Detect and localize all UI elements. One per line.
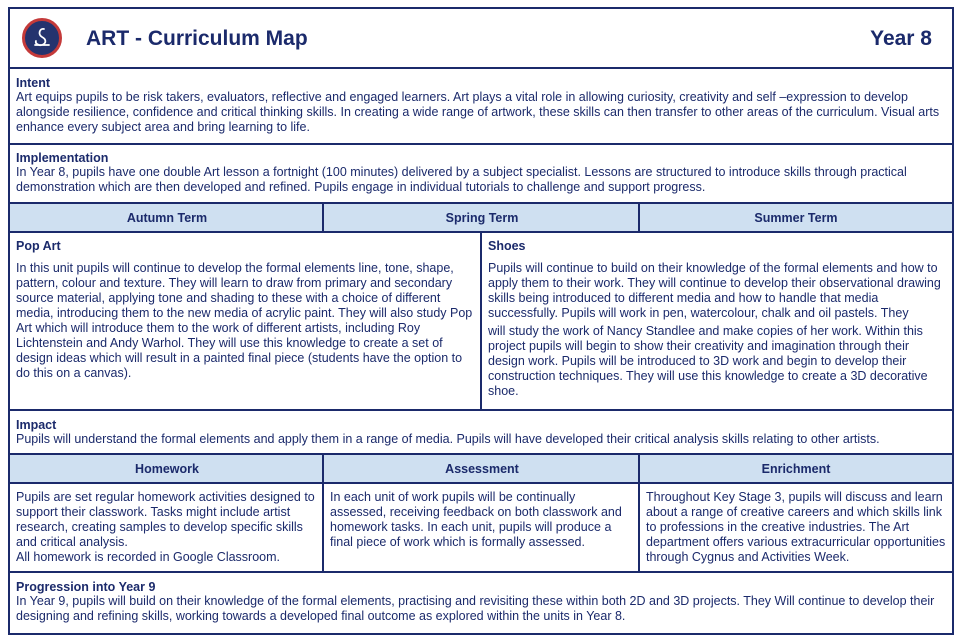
header — [10, 9, 952, 68]
divider — [8, 67, 954, 69]
enrichment-text: Throughout Key Stage 3, pupils will discuss and learn about a range of creative careers and which skills link to professions in the creative industries. The Art department offers various extracurricular opportunities through Cygnus and Activities Week. — [646, 490, 946, 564]
column-divider — [638, 204, 640, 231]
column-divider — [322, 204, 324, 231]
intent-text: Art equips pupils to be risk takers, evaluators, reflective and engaged learners. Art plays a vital role in allowing curiosity, creativity and self –expression to develop alongside resilience, confidence and critical thinking skills. In creating a wide range of artwork, these skills can then transfer to other areas of the curriculum. Visual arts enhance every subject area and bring learning to life. — [16, 90, 940, 134]
unit-title: Pop Art — [16, 239, 61, 253]
implementation-title: Implementation — [16, 151, 109, 165]
terms-header-bar — [10, 204, 952, 231]
impact-text: Pupils will understand the formal elements and apply them in a range of media. Pupils will have developed their critical analysis skills relating to other artists. — [16, 432, 880, 446]
unit-text: will study the work of Nancy Standlee and make copies of her work. Within this project pupils will begin to show their creativity and imagination through their design work. Pupils will be introduced to 3D work and begin to develop their construction techniques. They will use this knowledge to create a 3D decorative shoe. — [488, 324, 928, 398]
assessment-section — [324, 490, 640, 550]
unit-title: Shoes — [488, 239, 526, 253]
progression-text: In Year 9, pupils will build on their knowledge of the formal elements, practising and revisiting these within both 2D and 3D projects. They Will continue to develop their designing and refining skills, working towards a developed final outcome as explored within the units in Year 8. — [16, 594, 935, 623]
impact-section — [10, 418, 952, 447]
intent-title: Intent — [16, 76, 51, 90]
homework-text: Pupils are set regular homework activities designed to support their classwork. Tasks might include artist research, creating samples to develop specific skills and critical analysis. — [16, 490, 315, 549]
school-crest-icon — [22, 18, 62, 58]
intent-section — [10, 76, 952, 135]
unit-pop-art — [10, 239, 480, 381]
extras-header-bar — [10, 455, 952, 482]
enrichment-section — [640, 490, 952, 565]
progression-section — [10, 580, 952, 624]
divider — [8, 143, 954, 145]
homework-header: Homework — [135, 461, 199, 476]
unit-text: In this unit pupils will continue to develop the formal elements line, tone, shape, pattern, colour and texture. They will learn to draw from primary and secondary source material, applying tone and shading to these with a choice of different media, introducing them to the new media of acrylic paint. They will also study Pop Art which will introduce them to the work of different artists, including Roy Lichtenstein and Andy Warhol. They will use this knowledge to create a set of design ideas which will result in a painted final piece (students have the option to do this on a canvas). — [16, 261, 473, 380]
assessment-text: In each unit of work pupils will be continually assessed, receiving feedback on both classwork and homework tasks. In each unit, pupils will produce a final piece of work which is formally assessed. — [330, 490, 622, 549]
implementation-section — [10, 151, 952, 195]
divider — [8, 409, 954, 411]
term-header-autumn: Autumn Term — [126, 210, 208, 225]
unit-shoes — [482, 239, 952, 399]
enrichment-header: Enrichment — [761, 461, 831, 476]
swan-icon — [33, 27, 51, 49]
unit-text: Pupils will continue to build on their knowledge of the formal elements and how to apply them to their work. They will continue to develop their observational drawing skills being introduced to different media and how to handle that media successfully. Pupils will work in pen, watercolour, chalk and oil pastels. They — [488, 261, 941, 320]
impact-title: Impact — [16, 418, 57, 432]
homework-note: All homework is recorded in Google Classroom. — [16, 550, 280, 564]
progression-title: Progression into Year 9 — [16, 580, 156, 594]
column-divider — [638, 455, 640, 572]
term-header-spring: Spring Term — [445, 210, 519, 225]
divider — [8, 571, 954, 573]
assessment-header: Assessment — [445, 461, 519, 476]
page-title: ART - Curriculum Map — [86, 27, 308, 50]
year-label: Year 8 — [870, 27, 932, 50]
implementation-text: In Year 8, pupils have one double Art lesson a fortnight (100 minutes) delivered by a subject specialist. Lessons are structured to introduce skills through practical demonstration which are then developed and refined. Pupils engage in individual tutorials to challenge and support progress. — [16, 165, 907, 194]
divider — [8, 482, 954, 484]
column-divider — [322, 455, 324, 572]
term-header-summer: Summer Term — [754, 210, 838, 225]
homework-section — [10, 490, 324, 565]
